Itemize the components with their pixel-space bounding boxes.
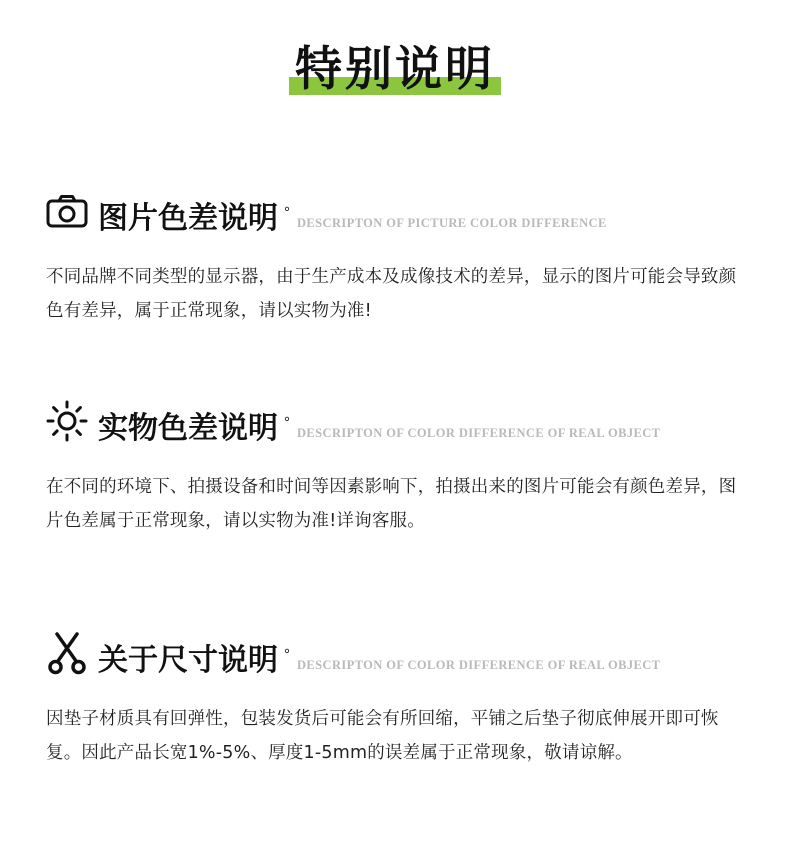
section-size-description (0, 632, 790, 770)
scissors-icon (46, 632, 88, 674)
section-body-text: 不同品牌不同类型的显示器，由于生产成本及成像技术的差异，显示的图片可能会导致颜色有差异，属于正常现象，请以实物为准! (46, 267, 737, 321)
sun-icon (46, 400, 88, 442)
section-subheading: DESCRIPTON OF COLOR DIFFERENCE OF REAL OBJECT (297, 426, 661, 440)
section-degree-mark: ° (284, 646, 290, 663)
section-degree-mark: ° (284, 414, 290, 431)
section-subheading: DESCRIPTON OF COLOR DIFFERENCE OF REAL OBJECT (297, 658, 661, 672)
section-heading: 关于尺寸说明 (98, 643, 278, 678)
section-real-object-color-difference (0, 400, 790, 538)
section-header (0, 632, 790, 676)
section-body (0, 470, 790, 538)
section-heading: 实物色差说明 (98, 411, 278, 446)
page-title: 特别说明 (295, 42, 495, 97)
camera-icon (46, 190, 88, 232)
section-picture-color-difference (0, 190, 790, 328)
section-body-text: 因垫子材质具有回弹性，包装发货后可能会有所回缩，平铺之后垫子彻底伸展开即可恢复。因此产品长宽1%-5%、厚度1-5mm的误差属于正常现象，敬请谅解。 (46, 709, 719, 763)
section-body (0, 260, 790, 328)
section-body-text: 在不同的环境下、拍摄设备和时间等因素影响下，拍摄出来的图片可能会有颜色差异，图片色差属于正常现象，请以实物为准!详询客服。 (46, 477, 737, 531)
section-header (0, 190, 790, 234)
section-degree-mark: ° (284, 204, 290, 221)
section-subheading: DESCRIPTON OF PICTURE COLOR DIFFERENCE (297, 216, 607, 230)
page-title-inner (289, 42, 501, 99)
section-header (0, 400, 790, 444)
page-title-block (0, 0, 790, 150)
section-body (0, 702, 790, 770)
section-heading: 图片色差说明 (98, 201, 278, 236)
